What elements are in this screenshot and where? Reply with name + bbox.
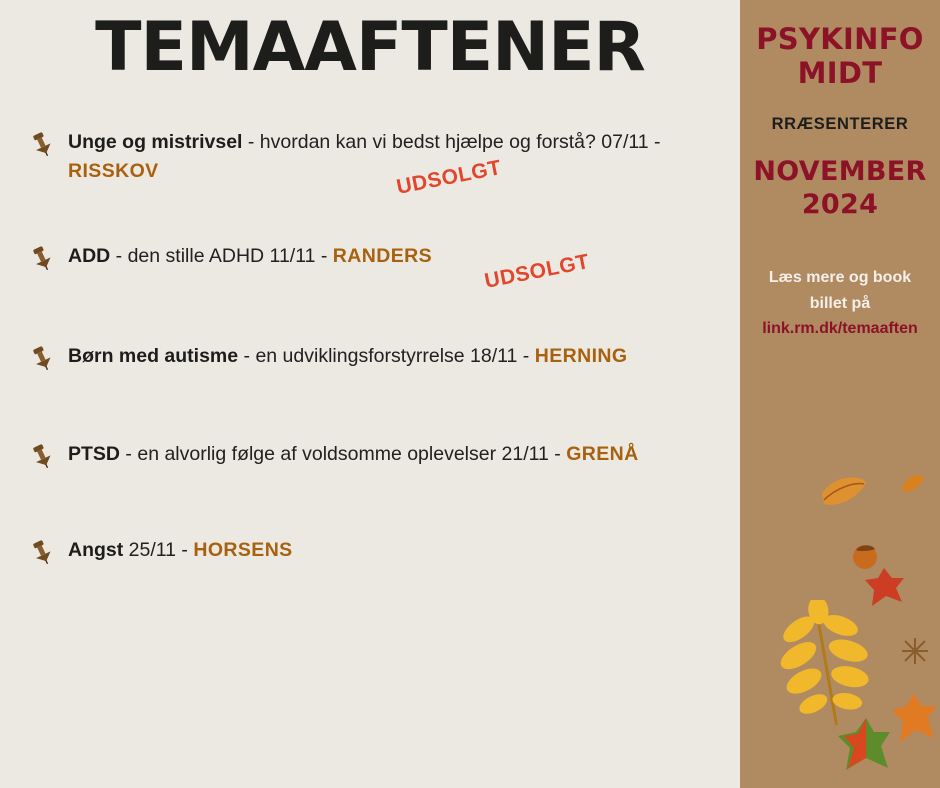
poster-sidebar	[740, 0, 940, 788]
event-desc: - en alvorlig følge af voldsomme oplevelser 21/11 -	[120, 442, 567, 465]
booking-text: Læs mere og book billet på	[768, 269, 912, 312]
event-city: GRENÅ	[566, 442, 639, 465]
leaf-icon	[818, 468, 870, 517]
event-text	[68, 342, 628, 371]
leaf-icon	[890, 692, 940, 751]
leaf-icon	[836, 716, 896, 779]
month-label: NOVEMBER	[753, 156, 927, 188]
brand-line-2: MIDT	[797, 56, 883, 91]
leaf-icon	[900, 636, 930, 671]
leaf-icon	[848, 538, 882, 577]
event-city: HORSENS	[193, 538, 293, 561]
brand-line-1: PSYKINFO	[756, 22, 924, 56]
event-desc: - hvordan kan vi bedst hjælpe og forstå? 07/11 -	[242, 131, 661, 153]
event-title: PTSD	[68, 442, 121, 465]
event-title: ADD	[68, 244, 111, 267]
event-title: Angst	[68, 538, 124, 561]
presents-label: RRÆSENTERER	[771, 115, 909, 134]
event-desc: - en udviklingsforstyrrelse 18/11 -	[238, 344, 535, 367]
event-list	[0, 128, 740, 578]
year-label: 2024	[801, 188, 879, 220]
page-title: TEMAAFTENER	[95, 8, 645, 87]
booking-link[interactable]: link.rm.dk/temaaften	[762, 320, 918, 338]
event-text	[68, 536, 740, 565]
leaf-icon	[770, 600, 880, 735]
pushpin-icon	[28, 244, 56, 272]
event-title: Børn med autisme	[68, 344, 239, 367]
pushpin-icon	[28, 442, 56, 470]
list-item[interactable]	[24, 242, 740, 293]
pushpin-icon	[28, 538, 56, 566]
list-item[interactable]	[24, 342, 740, 384]
pushpin-icon	[28, 344, 56, 372]
list-item[interactable]	[24, 440, 740, 482]
event-city: RANDERS	[332, 244, 433, 267]
event-city: HERNING	[534, 344, 628, 367]
event-text	[68, 440, 648, 469]
event-city: RISSKOV	[68, 159, 159, 182]
status-badge: UDSOLGT	[394, 156, 504, 199]
event-desc: 25/11 -	[123, 538, 194, 561]
event-text	[68, 242, 688, 271]
event-desc: - den stille ADHD 11/11 -	[110, 244, 333, 267]
brand-name	[740, 0, 940, 90]
leaf-icon	[900, 470, 926, 501]
event-text	[68, 128, 668, 186]
leaf-icon	[862, 566, 908, 615]
list-item[interactable]	[24, 128, 740, 199]
event-title: Unge og mistrivsel	[68, 131, 243, 153]
pushpin-icon	[28, 130, 56, 158]
status-badge: UDSOLGT	[482, 249, 592, 293]
list-item[interactable]	[24, 536, 740, 578]
